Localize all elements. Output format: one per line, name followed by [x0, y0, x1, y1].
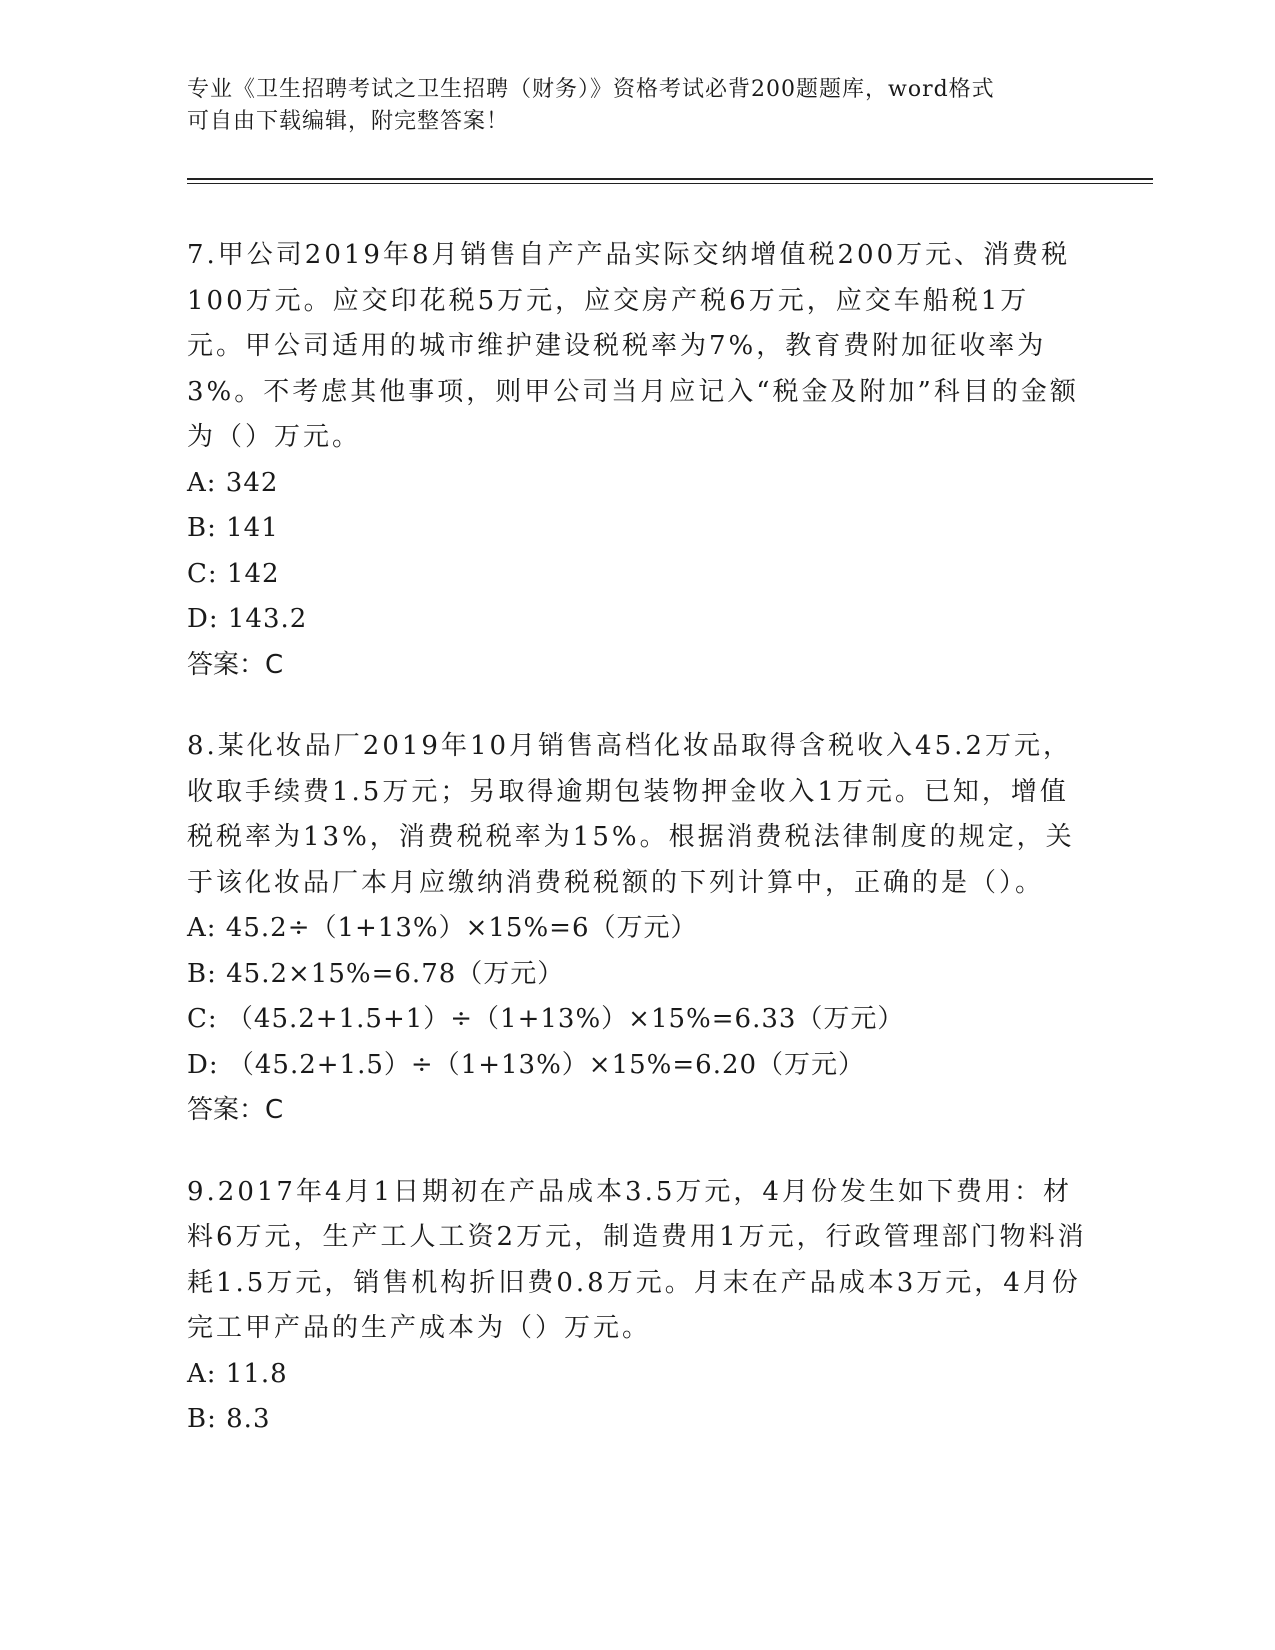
- option-d: D: 143.2: [187, 604, 308, 634]
- question-7: [187, 233, 1087, 688]
- document-header: [187, 74, 1087, 138]
- option-b: B: 45.2×15%=6.78（万元）: [187, 958, 565, 989]
- option-c: C: 142: [187, 558, 280, 589]
- header-divider-thin: [187, 183, 1153, 184]
- question-text: 8.某化妆品厂2019年10月销售高档化妆品取得含税收入45.2万元，收取手续费1.5万元；另取得逾期包装物押金收入1万元。已知，增值税税率为13%，消费税税率为15%。根据消费税法律制度的规定，关于该化妆品厂本月应缴纳消费税税额的下列计算中，正确的是（）。: [187, 731, 1075, 898]
- answer-key: 答案：C: [187, 649, 284, 680]
- option-a: A: 342: [187, 467, 279, 498]
- question-9: [187, 1170, 1087, 1443]
- header-divider-thick: [187, 178, 1153, 180]
- question-text: 9.2017年4月1日期初在产品成本3.5万元，4月份发生如下费用：材料6万元，生产工人工资2万元，制造费用1万元，行政管理部门物料消耗1.5万元，销售机构折旧费0.8万元。月末在产品成本3万元，4月份完工甲产品的生产成本为（）万元。: [187, 1176, 1087, 1343]
- question-list: [187, 233, 1087, 1479]
- option-b: B: 8.3: [187, 1404, 271, 1434]
- header-line-1: 专业《卫生招聘考试之卫生招聘（财务）》资格考试必背200题题库，word格式: [187, 77, 995, 102]
- option-b: B: 141: [187, 513, 279, 543]
- option-c: C: （45.2+1.5+1）÷（1+13%）×15%=6.33（万元）: [187, 1004, 905, 1034]
- question-8: [187, 724, 1087, 1134]
- option-a: A: 45.2÷（1+13%）×15%=6（万元）: [187, 913, 698, 943]
- header-line-2: 可自由下载编辑，附完整答案！: [187, 109, 510, 134]
- option-a: A: 11.8: [187, 1358, 288, 1389]
- answer-key: 答案：C: [187, 1095, 284, 1125]
- option-d: D: （45.2+1.5）÷（1+13%）×15%=6.20（万元）: [187, 1049, 866, 1080]
- question-text: 7.甲公司2019年8月销售自产产品实际交纳增值税200万元、消费税100万元。应交印花税5万元，应交房产税6万元，应交车船税1万元。甲公司适用的城市维护建设税税率为7%，教育费附加征收率为3%。不考虑其他事项，则甲公司当月应记入“税金及附加”科目的金额为（）万元。: [187, 240, 1079, 452]
